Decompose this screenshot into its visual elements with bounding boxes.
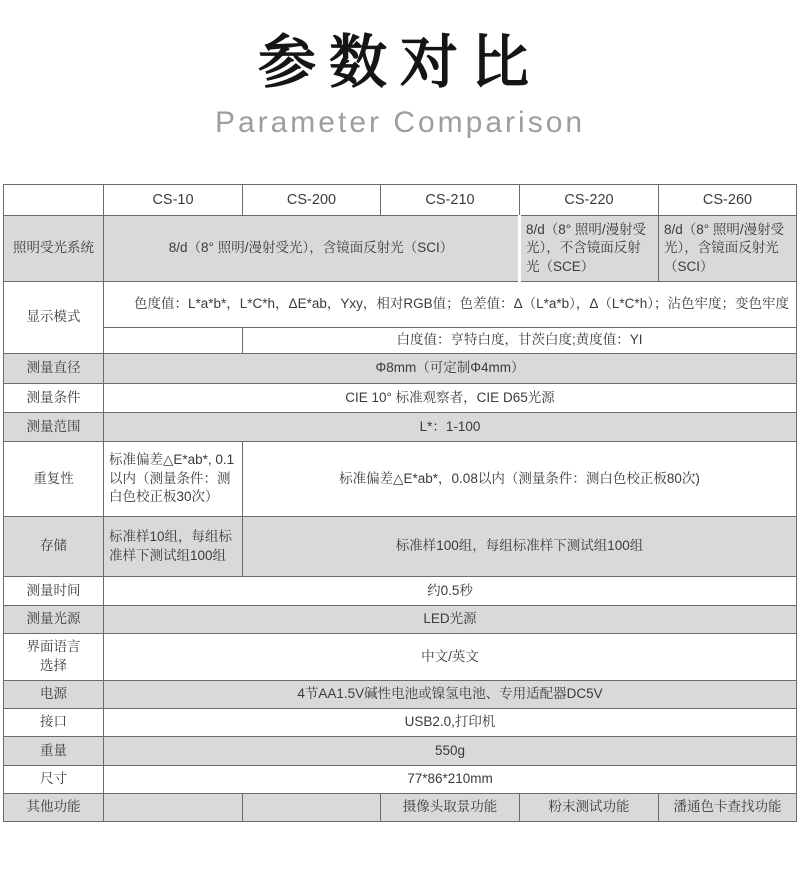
row-label-illumination: 照明受光系统 <box>4 216 104 282</box>
cell-light-source-value: LED光源 <box>104 606 797 634</box>
row-label-diameter: 测量直径 <box>4 354 104 384</box>
header-row <box>4 185 797 216</box>
cell-range-value: L*：1-100 <box>104 413 797 442</box>
row-label-power: 电源 <box>4 681 104 709</box>
cell-repeatability-others: 标准偏差△E*ab*，0.08以内（测量条件：测白色校正板80次) <box>243 442 797 517</box>
row-label-storage: 存储 <box>4 517 104 577</box>
page-subtitle: Parameter Comparison <box>214 106 586 139</box>
title-block <box>0 0 800 140</box>
row-label-measure-time: 测量时间 <box>4 577 104 606</box>
row-light-source <box>4 606 797 634</box>
cell-display-mode-whiteness: 白度值：亨特白度，甘茨白度;黄度值：YI <box>243 328 797 354</box>
header-cell-cs210: CS-210 <box>381 185 520 216</box>
cell-other-cs260: 潘通色卡查找功能 <box>659 794 797 822</box>
row-range <box>4 413 797 442</box>
cell-power-value: 4节AA1.5V碱性电池或镍氢电池、专用适配器DC5V <box>104 681 797 709</box>
row-diameter <box>4 354 797 384</box>
cell-storage-others: 标准样100组，每组标准样下测试组100组 <box>243 517 797 577</box>
cell-conditions-value: CIE 10° 标准观察者，CIE D65光源 <box>104 384 797 413</box>
row-repeatability <box>4 442 797 517</box>
cell-other-cs210: 摄像头取景功能 <box>381 794 520 822</box>
cell-illumination-cs220: 8/d（8° 照明/漫射受光），不含镜面反射光（SCE） <box>520 216 659 282</box>
comparison-table-wrap <box>3 184 797 822</box>
row-label-display-mode: 显示模式 <box>4 282 104 354</box>
row-label-interface: 接口 <box>4 709 104 737</box>
comparison-table <box>3 184 797 822</box>
header-cell-cs260: CS-260 <box>659 185 797 216</box>
cell-display-mode-color-values: 色度值：L*a*b*，L*C*h，ΔE*ab，Yxy，相对RGB值；色差值：Δ（L*a*b），Δ（L*C*h）；沾色牢度；变色牢度 <box>104 282 797 328</box>
row-display-mode-top <box>4 282 797 328</box>
cell-diameter-value: Φ8mm（可定制Φ4mm） <box>104 354 797 384</box>
row-label-weight: 重量 <box>4 737 104 766</box>
row-label-other-functions: 其他功能 <box>4 794 104 822</box>
cell-illumination-cs260: 8/d（8° 照明/漫射受光），含镜面反射光（SCI） <box>659 216 797 282</box>
cell-illumination-cs10-cs210: 8/d（8° 照明/漫射受光），含镜面反射光（SCI） <box>104 216 520 282</box>
cell-language-value: 中文/英文 <box>104 634 797 681</box>
cell-other-cs220: 粉末测试功能 <box>520 794 659 822</box>
row-label-repeatability: 重复性 <box>4 442 104 517</box>
cell-weight-value: 550g <box>104 737 797 766</box>
row-display-mode-bottom <box>4 328 797 354</box>
row-storage <box>4 517 797 577</box>
row-label-range: 测量范围 <box>4 413 104 442</box>
row-language <box>4 634 797 681</box>
row-weight <box>4 737 797 766</box>
cell-measure-time-value: 约0.5秒 <box>104 577 797 606</box>
row-interface <box>4 709 797 737</box>
cell-dimensions-value: 77*86*210mm <box>104 766 797 794</box>
header-cell-cs220: CS-220 <box>520 185 659 216</box>
row-label-conditions: 测量条件 <box>4 384 104 413</box>
row-other-functions <box>4 794 797 822</box>
cell-storage-cs10: 标准样10组，每组标准样下测试组100组 <box>104 517 243 577</box>
header-cell-cs200: CS-200 <box>243 185 381 216</box>
row-illumination <box>4 216 797 282</box>
row-conditions <box>4 384 797 413</box>
cell-display-mode-empty-cs10 <box>104 328 243 354</box>
row-power <box>4 681 797 709</box>
header-cell-cs10: CS-10 <box>104 185 243 216</box>
cell-interface-value: USB2.0,打印机 <box>104 709 797 737</box>
cell-other-cs10 <box>104 794 243 822</box>
row-label-language <box>4 634 104 681</box>
row-label-light-source: 测量光源 <box>4 606 104 634</box>
row-label-language-text: 界面语言选择 <box>26 639 81 673</box>
row-measure-time <box>4 577 797 606</box>
row-label-dimensions: 尺寸 <box>4 766 104 794</box>
page-title: 参数对比 <box>257 30 542 95</box>
cell-other-cs200 <box>243 794 381 822</box>
header-cell-empty <box>4 185 104 216</box>
cell-repeatability-cs10: 标准偏差△E*ab*, 0.1以内（测量条件：测白色校正板30次） <box>104 442 243 517</box>
row-dimensions <box>4 766 797 794</box>
